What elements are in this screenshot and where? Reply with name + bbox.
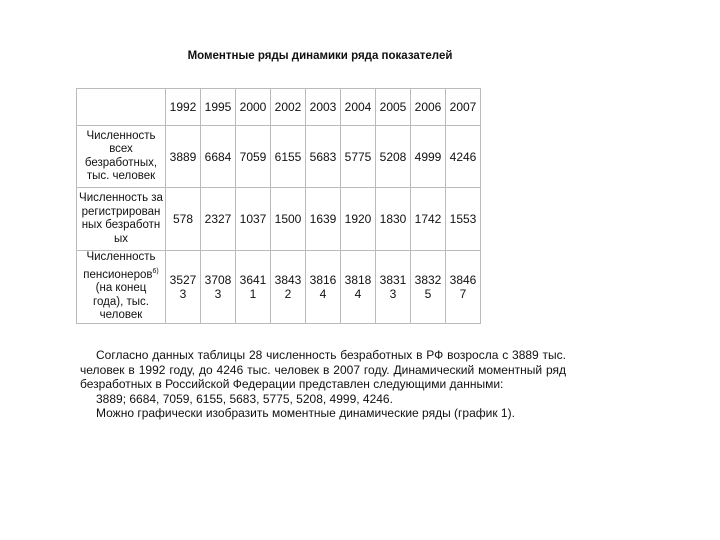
page-title: Моментные ряды динамики ряда показателей bbox=[187, 50, 453, 62]
value-cell: 2327 bbox=[201, 188, 236, 251]
year-header: 2006 bbox=[411, 89, 446, 126]
year-header: 2003 bbox=[306, 89, 341, 126]
value-cell: 4246 bbox=[446, 126, 481, 188]
row-label: Численность зарегистрированных безработных bbox=[77, 188, 166, 251]
year-header: 2007 bbox=[446, 89, 481, 126]
year-header: 2002 bbox=[271, 89, 306, 126]
value-cell: 4999 bbox=[411, 126, 446, 188]
value-cell: 1830 bbox=[376, 188, 411, 251]
paragraph-main: Согласно данных таблицы 28 численность безработных в РФ возросла с 3889 тыс. человек в 1992 году, до 4246 тыс. человек в 2007 году. Динамический моментный ряд безработных в Российской Федерации представлен следующими данными: bbox=[80, 348, 566, 392]
value-cell: 3641 1 bbox=[236, 251, 271, 324]
value-cell: 1037 bbox=[236, 188, 271, 251]
value-cell: 1920 bbox=[341, 188, 376, 251]
indicators-table bbox=[76, 88, 481, 324]
year-header: 2005 bbox=[376, 89, 411, 126]
body-text bbox=[80, 348, 566, 421]
value-cell: 3818 4 bbox=[341, 251, 376, 324]
year-header: 1995 bbox=[201, 89, 236, 126]
table-row bbox=[77, 188, 481, 251]
value-cell: 1500 bbox=[271, 188, 306, 251]
value-cell: 1553 bbox=[446, 188, 481, 251]
table-header-row bbox=[77, 89, 481, 126]
value-cell: 6684 bbox=[201, 126, 236, 188]
value-cell: 578 bbox=[166, 188, 201, 251]
value-cell: 3846 7 bbox=[446, 251, 481, 324]
value-cell: 3527 3 bbox=[166, 251, 201, 324]
table-row bbox=[77, 126, 481, 188]
table-row bbox=[77, 251, 481, 324]
value-cell: 7059 bbox=[236, 126, 271, 188]
value-cell: 6155 bbox=[271, 126, 306, 188]
value-cell: 5208 bbox=[376, 126, 411, 188]
value-cell: 5775 bbox=[341, 126, 376, 188]
value-cell: 3831 3 bbox=[376, 251, 411, 324]
row-label: Численность всех безработных, тыс. человек bbox=[77, 126, 166, 188]
year-header: 2004 bbox=[341, 89, 376, 126]
row-label bbox=[77, 251, 166, 324]
header-empty-cell bbox=[77, 89, 166, 126]
value-cell: 3832 5 bbox=[411, 251, 446, 324]
value-cell: 1639 bbox=[306, 188, 341, 251]
value-cell: 3843 2 bbox=[271, 251, 306, 324]
value-cell: 3889 bbox=[166, 126, 201, 188]
paragraph-closing: Можно графически изобразить моментные динамические ряды (график 1). bbox=[96, 406, 515, 421]
value-cell: 1742 bbox=[411, 188, 446, 251]
row-label-tail: (на конец года), тыс. человек bbox=[93, 282, 149, 322]
footnote-mark: 6) bbox=[152, 267, 159, 275]
value-cell: 3816 4 bbox=[306, 251, 341, 324]
year-header: 1992 bbox=[166, 89, 201, 126]
value-cell: 3708 3 bbox=[201, 251, 236, 324]
paragraph-series: 3889; 6684, 7059, 6155, 5683, 5775, 5208, 4999, 4246. bbox=[96, 391, 393, 406]
row-label-text: Численность пенсионеров bbox=[83, 251, 156, 281]
value-cell: 5683 bbox=[306, 126, 341, 188]
year-header: 2000 bbox=[236, 89, 271, 126]
